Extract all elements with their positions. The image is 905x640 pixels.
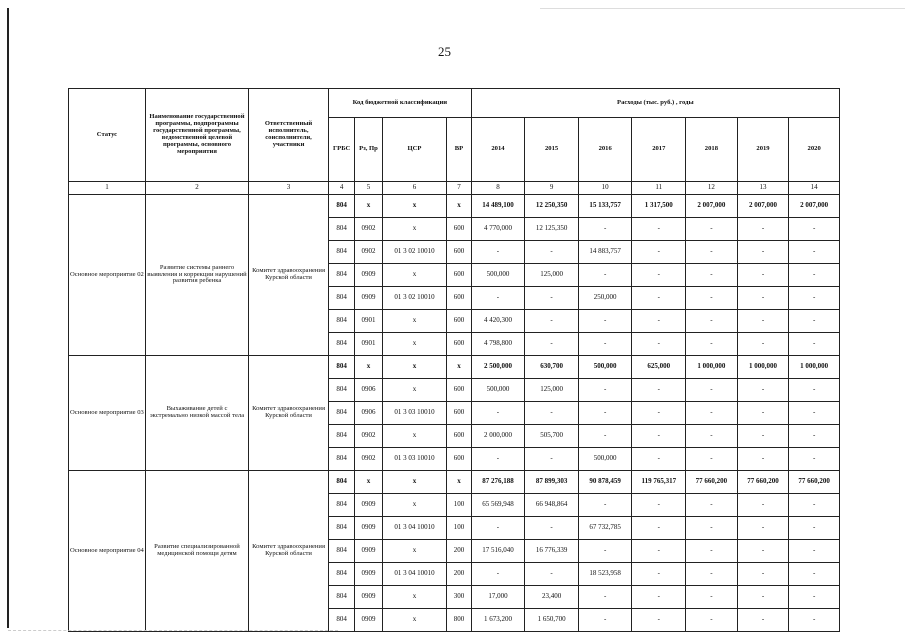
table-cell: - xyxy=(789,310,840,333)
table-cell: 804 xyxy=(329,264,355,287)
table-cell: 0909 xyxy=(355,609,382,632)
table-cell: - xyxy=(737,310,789,333)
table-cell: - xyxy=(789,448,840,471)
table-cell: x xyxy=(382,609,447,632)
table-cell: 1 000,000 xyxy=(686,356,738,379)
table-cell: - xyxy=(632,517,686,540)
table-cell: - xyxy=(686,379,738,402)
table-cell: 0909 xyxy=(355,287,382,310)
table-cell: - xyxy=(632,586,686,609)
table-cell: 804 xyxy=(329,379,355,402)
table-cell: 1 673,200 xyxy=(471,609,525,632)
table-cell: 600 xyxy=(447,448,471,471)
table-cell: 100 xyxy=(447,517,471,540)
header-year: 2014 xyxy=(471,118,525,182)
table-cell: - xyxy=(632,218,686,241)
table-cell: x xyxy=(382,586,447,609)
table-cell: - xyxy=(686,333,738,356)
table-cell: - xyxy=(578,333,632,356)
column-numbers-row xyxy=(69,182,840,195)
table-cell: - xyxy=(686,218,738,241)
column-number: 1 xyxy=(69,182,146,195)
top-rule xyxy=(540,8,905,9)
table-cell: - xyxy=(737,264,789,287)
table-cell: - xyxy=(632,609,686,632)
header-year: 2018 xyxy=(686,118,738,182)
table-row xyxy=(69,356,840,379)
table-cell: - xyxy=(525,563,579,586)
table-cell: 804 xyxy=(329,448,355,471)
left-margin-line xyxy=(7,8,9,628)
table-cell: - xyxy=(686,563,738,586)
column-number: 6 xyxy=(382,182,447,195)
table-cell: - xyxy=(789,517,840,540)
table-cell: 200 xyxy=(447,563,471,586)
header-grbs: ГРБС xyxy=(329,118,355,182)
table-cell: - xyxy=(686,425,738,448)
table-cell: 0902 xyxy=(355,425,382,448)
header-budget-code: Код бюджетной классификации xyxy=(329,89,472,118)
table-cell: - xyxy=(737,425,789,448)
header-year: 2019 xyxy=(737,118,789,182)
header-csr: ЦСР xyxy=(382,118,447,182)
table-cell: 0909 xyxy=(355,494,382,517)
table-cell: 500,000 xyxy=(471,264,525,287)
table-cell: x xyxy=(382,310,447,333)
table-cell: x xyxy=(382,195,447,218)
table-cell: 17 516,040 xyxy=(471,540,525,563)
table-cell: - xyxy=(686,517,738,540)
table-cell: - xyxy=(789,586,840,609)
table-cell: - xyxy=(789,379,840,402)
table-cell: 77 660,200 xyxy=(789,471,840,494)
table-cell: - xyxy=(737,287,789,310)
header-expenses: Расходы (тыс. руб.) , годы xyxy=(471,89,839,118)
table-cell: 804 xyxy=(329,471,355,494)
table-row xyxy=(69,471,840,494)
table-cell: 804 xyxy=(329,586,355,609)
table-cell: 01 3 04 10010 xyxy=(382,563,447,586)
table-cell: 804 xyxy=(329,218,355,241)
table-cell: - xyxy=(737,448,789,471)
table-cell: 77 660,200 xyxy=(737,471,789,494)
table-cell: - xyxy=(737,241,789,264)
table-cell: - xyxy=(686,310,738,333)
table-cell: - xyxy=(578,402,632,425)
table-cell: 804 xyxy=(329,310,355,333)
table-cell: 804 xyxy=(329,356,355,379)
table-cell: 0909 xyxy=(355,563,382,586)
table-cell: - xyxy=(578,425,632,448)
table-cell: 630,700 xyxy=(525,356,579,379)
table-cell: 12 125,350 xyxy=(525,218,579,241)
table-cell: 804 xyxy=(329,425,355,448)
table-cell: - xyxy=(632,287,686,310)
table-cell: - xyxy=(632,563,686,586)
table-cell: - xyxy=(578,218,632,241)
table-cell: - xyxy=(737,540,789,563)
table-cell: 66 948,864 xyxy=(525,494,579,517)
table-cell: x xyxy=(447,195,471,218)
table-cell: 500,000 xyxy=(578,356,632,379)
table-cell: 625,000 xyxy=(632,356,686,379)
table-cell: x xyxy=(355,471,382,494)
table-cell: - xyxy=(578,586,632,609)
table-cell: 804 xyxy=(329,494,355,517)
table-cell: 14 883,757 xyxy=(578,241,632,264)
table-cell: 1 000,000 xyxy=(737,356,789,379)
table-cell: - xyxy=(578,609,632,632)
table-cell: - xyxy=(632,264,686,287)
table-cell: 12 250,350 xyxy=(525,195,579,218)
table-cell: - xyxy=(632,241,686,264)
column-number: 12 xyxy=(686,182,738,195)
table-cell: - xyxy=(578,540,632,563)
table-cell: 125,000 xyxy=(525,264,579,287)
table-cell: 600 xyxy=(447,379,471,402)
block-responsible: Комитет здравоохранения Курской области xyxy=(249,471,329,632)
table-cell: - xyxy=(737,517,789,540)
table-cell: - xyxy=(686,448,738,471)
table-cell: 600 xyxy=(447,218,471,241)
column-number: 13 xyxy=(737,182,789,195)
table-cell: 0902 xyxy=(355,241,382,264)
table-cell: - xyxy=(471,241,525,264)
table-cell: x xyxy=(382,333,447,356)
table-cell: x xyxy=(382,494,447,517)
table-cell: - xyxy=(789,609,840,632)
table-cell: 500,000 xyxy=(471,379,525,402)
table-cell: - xyxy=(737,333,789,356)
table-cell: - xyxy=(471,517,525,540)
table-cell: 600 xyxy=(447,402,471,425)
table-cell: 87 899,303 xyxy=(525,471,579,494)
table-cell: 600 xyxy=(447,287,471,310)
table-cell: - xyxy=(686,287,738,310)
column-number: 4 xyxy=(329,182,355,195)
table-cell: 65 569,948 xyxy=(471,494,525,517)
header-year: 2017 xyxy=(632,118,686,182)
table-cell: - xyxy=(789,563,840,586)
table-cell: 804 xyxy=(329,195,355,218)
table-cell: 0902 xyxy=(355,448,382,471)
table-cell: - xyxy=(686,540,738,563)
table-cell: - xyxy=(789,540,840,563)
table-cell: 01 3 03 10010 xyxy=(382,448,447,471)
table-cell: 505,700 xyxy=(525,425,579,448)
table-cell: 804 xyxy=(329,517,355,540)
table-cell: 67 732,785 xyxy=(578,517,632,540)
table-cell: - xyxy=(578,310,632,333)
table-cell: 200 xyxy=(447,540,471,563)
table-cell: - xyxy=(525,517,579,540)
table-cell: - xyxy=(471,563,525,586)
table-cell: - xyxy=(789,402,840,425)
table-cell: 125,000 xyxy=(525,379,579,402)
table-cell: 0901 xyxy=(355,333,382,356)
table-cell: - xyxy=(686,241,738,264)
table-cell: - xyxy=(737,402,789,425)
table-cell: - xyxy=(686,586,738,609)
table-cell: - xyxy=(525,287,579,310)
table-cell: 1 317,500 xyxy=(632,195,686,218)
table-cell: 0909 xyxy=(355,517,382,540)
table-cell: - xyxy=(578,494,632,517)
block-name: Развитие специализированной медицинской помощи детям xyxy=(145,471,248,632)
table-cell: - xyxy=(737,379,789,402)
table-cell: 0906 xyxy=(355,402,382,425)
table-cell: - xyxy=(686,494,738,517)
block-status: Основное мероприятие 04 xyxy=(69,471,146,632)
table-cell: 0901 xyxy=(355,310,382,333)
table-cell: x xyxy=(382,356,447,379)
header-year: 2015 xyxy=(525,118,579,182)
table-cell: - xyxy=(632,402,686,425)
table-cell: 804 xyxy=(329,609,355,632)
column-number: 11 xyxy=(632,182,686,195)
table-cell: - xyxy=(578,379,632,402)
table-cell: - xyxy=(789,494,840,517)
table-cell: 600 xyxy=(447,333,471,356)
table-cell: 4 798,800 xyxy=(471,333,525,356)
table-cell: 804 xyxy=(329,402,355,425)
block-name: Развитие системы раннего выявления и коррекции нарушений развития ребенка xyxy=(145,195,248,356)
table-cell: 0909 xyxy=(355,540,382,563)
table-cell: 01 3 02 10010 xyxy=(382,241,447,264)
table-cell: 1 000,000 xyxy=(789,356,840,379)
table-cell: 300 xyxy=(447,586,471,609)
table-cell: 2 000,000 xyxy=(471,425,525,448)
table-cell: 15 133,757 xyxy=(578,195,632,218)
table-cell: - xyxy=(737,609,789,632)
table-cell: 16 776,339 xyxy=(525,540,579,563)
table-cell: x xyxy=(382,379,447,402)
column-number: 10 xyxy=(578,182,632,195)
table-cell: 87 276,188 xyxy=(471,471,525,494)
table-cell: 01 3 03 10010 xyxy=(382,402,447,425)
table-cell: - xyxy=(789,287,840,310)
budget-table xyxy=(68,88,840,632)
table-cell: 119 765,317 xyxy=(632,471,686,494)
table-cell: 500,000 xyxy=(578,448,632,471)
header-name: Наименование государственной программы, подпрограммы государственной программы, ведомственной целевой программы, основного мероприятия xyxy=(145,89,248,182)
table-cell: 2 007,000 xyxy=(686,195,738,218)
table-cell: - xyxy=(737,494,789,517)
header-status: Статус xyxy=(69,89,146,182)
header-responsible: Ответственный исполнитель, соисполнители, участники xyxy=(249,89,329,182)
table-cell: - xyxy=(737,563,789,586)
table-cell: x xyxy=(382,471,447,494)
block-status: Основное мероприятие 03 xyxy=(69,356,146,471)
block-name: Выхаживание детей с экстремально низкой массой тела xyxy=(145,356,248,471)
table-cell: - xyxy=(525,448,579,471)
header-year: 2016 xyxy=(578,118,632,182)
table-cell: - xyxy=(632,310,686,333)
table-cell: x xyxy=(382,540,447,563)
table-cell: 01 3 04 10010 xyxy=(382,517,447,540)
table-cell: x xyxy=(447,471,471,494)
table-cell: - xyxy=(578,264,632,287)
header-year: 2020 xyxy=(789,118,840,182)
column-number: 2 xyxy=(145,182,248,195)
table-cell: - xyxy=(632,494,686,517)
table-cell: - xyxy=(737,586,789,609)
table-cell: 0909 xyxy=(355,264,382,287)
column-number: 9 xyxy=(525,182,579,195)
table-cell: x xyxy=(447,356,471,379)
block-responsible: Комитет здравоохранения Курской области xyxy=(249,195,329,356)
table-cell: 0902 xyxy=(355,218,382,241)
table-cell: 77 660,200 xyxy=(686,471,738,494)
table-cell: - xyxy=(471,448,525,471)
table-cell: x xyxy=(382,425,447,448)
table-cell: 2 007,000 xyxy=(789,195,840,218)
table-cell: 804 xyxy=(329,287,355,310)
table-cell: 600 xyxy=(447,264,471,287)
table-cell: 17,000 xyxy=(471,586,525,609)
table-cell: 4 420,300 xyxy=(471,310,525,333)
column-number: 14 xyxy=(789,182,840,195)
table-cell: x xyxy=(355,195,382,218)
table-cell: 2 500,000 xyxy=(471,356,525,379)
page-number: 25 xyxy=(438,44,451,59)
table-cell: - xyxy=(632,448,686,471)
table-cell: - xyxy=(632,333,686,356)
table-cell: 01 3 02 10010 xyxy=(382,287,447,310)
table-cell: - xyxy=(525,333,579,356)
table-cell: - xyxy=(471,287,525,310)
table-cell: 2 007,000 xyxy=(737,195,789,218)
header-vr: ВР xyxy=(447,118,471,182)
table-cell: 0906 xyxy=(355,379,382,402)
column-number: 5 xyxy=(355,182,382,195)
table-cell: 100 xyxy=(447,494,471,517)
table-cell: x xyxy=(355,356,382,379)
table-cell: 800 xyxy=(447,609,471,632)
table-row xyxy=(69,195,840,218)
table-cell: 804 xyxy=(329,333,355,356)
table-cell: x xyxy=(382,218,447,241)
table-cell: - xyxy=(789,333,840,356)
table-cell: 1 650,700 xyxy=(525,609,579,632)
table-cell: - xyxy=(471,402,525,425)
table-cell: 804 xyxy=(329,563,355,586)
table-cell: 90 878,459 xyxy=(578,471,632,494)
bottom-scan-marks xyxy=(8,630,338,631)
table-cell: - xyxy=(525,310,579,333)
table-cell: - xyxy=(686,402,738,425)
table-cell: 18 523,958 xyxy=(578,563,632,586)
table-cell: 804 xyxy=(329,241,355,264)
table-cell: 4 770,000 xyxy=(471,218,525,241)
table-cell: 0909 xyxy=(355,586,382,609)
table-cell: 600 xyxy=(447,425,471,448)
table-cell: - xyxy=(789,241,840,264)
column-number: 7 xyxy=(447,182,471,195)
table-cell: 600 xyxy=(447,241,471,264)
table-cell: 23,400 xyxy=(525,586,579,609)
table-body xyxy=(69,195,840,632)
column-number: 8 xyxy=(471,182,525,195)
table-cell: 804 xyxy=(329,540,355,563)
table-cell: - xyxy=(789,264,840,287)
table-cell: - xyxy=(789,425,840,448)
block-responsible: Комитет здравоохранения Курской области xyxy=(249,356,329,471)
table-cell: 600 xyxy=(447,310,471,333)
table-cell: - xyxy=(525,241,579,264)
table-cell: - xyxy=(632,425,686,448)
table-cell: 14 489,100 xyxy=(471,195,525,218)
table-cell: x xyxy=(382,264,447,287)
table-cell: - xyxy=(686,264,738,287)
table-cell: 250,000 xyxy=(578,287,632,310)
column-number: 3 xyxy=(249,182,329,195)
table-cell: - xyxy=(737,218,789,241)
table-cell: - xyxy=(525,402,579,425)
header-rzpr: Рз, Пр xyxy=(355,118,382,182)
block-status: Основное мероприятие 02 xyxy=(69,195,146,356)
table-cell: - xyxy=(632,379,686,402)
table-cell: - xyxy=(686,609,738,632)
table-cell: - xyxy=(632,540,686,563)
table-cell: - xyxy=(789,218,840,241)
